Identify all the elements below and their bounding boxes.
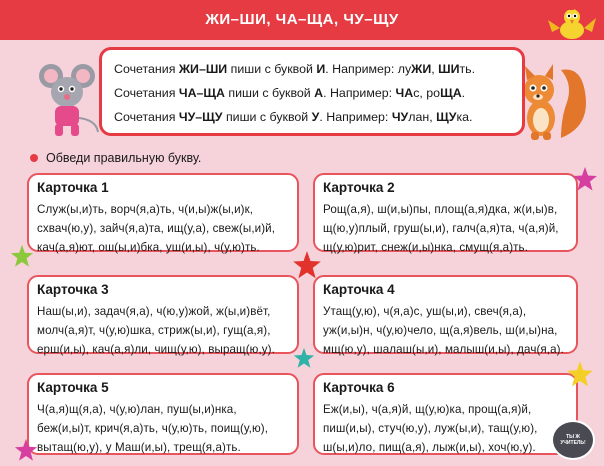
card-2 bbox=[313, 173, 578, 252]
rule-letter: И bbox=[316, 62, 326, 76]
rule-combo: ЧУ–ЩУ bbox=[178, 110, 223, 124]
card-line: Еж(и,ы), ч(а,я)й, щ(у,ю)ка, прощ(а,я)й, bbox=[323, 403, 532, 416]
card-5 bbox=[27, 373, 299, 455]
rule-combo: ЖИ–ШИ bbox=[178, 62, 228, 76]
rule-text: . bbox=[461, 86, 466, 100]
rule-text: пиши с буквой bbox=[227, 62, 317, 76]
rule-line-2 bbox=[114, 81, 512, 105]
page-title: ЖИ–ШИ, ЧА–ЩА, ЧУ–ЩУ bbox=[205, 11, 399, 28]
rule-line-1 bbox=[114, 57, 512, 81]
card-line: ерш(и,ы), кач(а,я)ли, чищ(у,ю), выращ(ю,у). bbox=[37, 343, 275, 356]
rule-text: лан, bbox=[408, 110, 437, 124]
rule-example-highlight: ЩУ bbox=[436, 110, 457, 124]
rule-text: Сочетания bbox=[114, 86, 179, 100]
rule-example-highlight: ЖИ bbox=[411, 62, 432, 76]
card-title: Карточка 2 bbox=[323, 180, 395, 195]
card-4 bbox=[313, 275, 578, 354]
star-icon bbox=[566, 360, 594, 388]
card-line: Утащ(у,ю), ч(я,а)с, уш(ы,и), свеч(я,а), bbox=[323, 305, 527, 318]
rule-text: пиши с буквой bbox=[224, 86, 315, 100]
rule-example-highlight: ЧА bbox=[395, 86, 414, 100]
card-title: Карточка 5 bbox=[37, 380, 109, 395]
rule-line-3 bbox=[114, 105, 512, 129]
rule-text: ка. bbox=[456, 110, 473, 124]
header-bar bbox=[0, 0, 604, 40]
rule-letter: У bbox=[311, 110, 320, 124]
card-title: Карточка 6 bbox=[323, 380, 395, 395]
star-icon bbox=[10, 244, 34, 268]
card-line: Служ(ы,и)ть, ворч(я,а)ть, ч(и,ы)ж(ы,и)к, bbox=[37, 203, 254, 216]
rules-box bbox=[99, 47, 525, 136]
card-line: Ч(а,я)щ(я,а), ч(у,ю)лан, пуш(ы,и)нка, bbox=[37, 403, 237, 416]
bullet-icon bbox=[30, 154, 38, 162]
card-line: Наш(ы,и), задач(я,а), ч(ю,у)жой, ж(ы,и)вёт, bbox=[37, 305, 271, 318]
card-line: ш(ы,и)ло, пищ(а,я), лыж(и,ы), хоч(ю,у). bbox=[323, 441, 536, 454]
card-3 bbox=[27, 275, 299, 354]
bird-icon bbox=[546, 2, 598, 46]
rule-example-highlight: ШИ bbox=[438, 62, 460, 76]
card-line: пиш(и,ы), стуч(ю,у), луж(ы,и), тащ(у,ю), bbox=[323, 422, 538, 435]
mouse-icon bbox=[38, 62, 102, 140]
card-line: уж(и,ы)н, ч(у,ю)чело, щ(а,я)вель, ш(и,ы)на, bbox=[323, 324, 558, 337]
card-line: кач(а,я)ют, ош(ы,и)бка, уш(и,ы), ч(у,ю)ть. bbox=[37, 241, 260, 254]
star-icon bbox=[292, 250, 322, 280]
rule-text: с, ро bbox=[413, 86, 441, 100]
card-line: щ(у,ю)рит, снеж(и,ы)нка, смущ(я,а)ть. bbox=[323, 241, 529, 254]
task-instruction bbox=[30, 151, 201, 165]
card-line: молч(а,я)т, ч(у,ю)шка, стриж(ы,и), гущ(а,я), bbox=[37, 324, 271, 337]
card-title: Карточка 4 bbox=[323, 282, 395, 297]
rule-text: Сочетания bbox=[114, 62, 179, 76]
teacher-badge-icon bbox=[551, 420, 595, 460]
card-line: беж(и,ы)т, крич(я,а)ть, ч(у,ю)ть, поищ(у,ю), bbox=[37, 422, 269, 435]
badge-text: ТЫ Ж УЧИТЕЛЬ! bbox=[560, 434, 586, 446]
task-text: Обведи правильную букву. bbox=[46, 151, 202, 165]
card-line: вытащ(ю,у), у Маш(и,ы), трещ(я,а)ть. bbox=[37, 441, 241, 454]
card-1 bbox=[27, 173, 299, 252]
rule-example-highlight: ЧУ bbox=[391, 110, 409, 124]
card-line: схвач(ю,у), зайч(я,а)та, ищ(у,а), свеж(ы,и)й, bbox=[37, 222, 276, 235]
card-6 bbox=[313, 373, 578, 455]
rule-text: . Например: лу bbox=[325, 62, 412, 76]
rule-text: пиши с буквой bbox=[222, 110, 312, 124]
rule-text: ть. bbox=[459, 62, 476, 76]
card-line: Рощ(а,я), ш(и,ы)пы, площ(а,я)дка, ж(и,ы)в, bbox=[323, 203, 558, 216]
card-line: мщ(ю,у), шалаш(ы,и), малыш(и,ы), дач(я,а). bbox=[323, 343, 564, 356]
star-icon bbox=[14, 438, 38, 462]
rule-text: Сочетания bbox=[114, 110, 179, 124]
rule-text: , bbox=[431, 62, 439, 76]
card-title: Карточка 3 bbox=[37, 282, 109, 297]
card-line: щ(ю,у)плый, груш(ы,и), галч(а,я)та, ч(а,я)й, bbox=[323, 222, 559, 235]
rule-text: . Например: bbox=[323, 86, 396, 100]
rule-letter: А bbox=[314, 86, 324, 100]
card-title: Карточка 1 bbox=[37, 180, 109, 195]
rule-text: . Например: bbox=[319, 110, 392, 124]
star-icon bbox=[572, 166, 598, 192]
star-icon bbox=[293, 347, 315, 369]
rule-combo: ЧА–ЩА bbox=[178, 86, 225, 100]
rule-example-highlight: ЩА bbox=[440, 86, 462, 100]
